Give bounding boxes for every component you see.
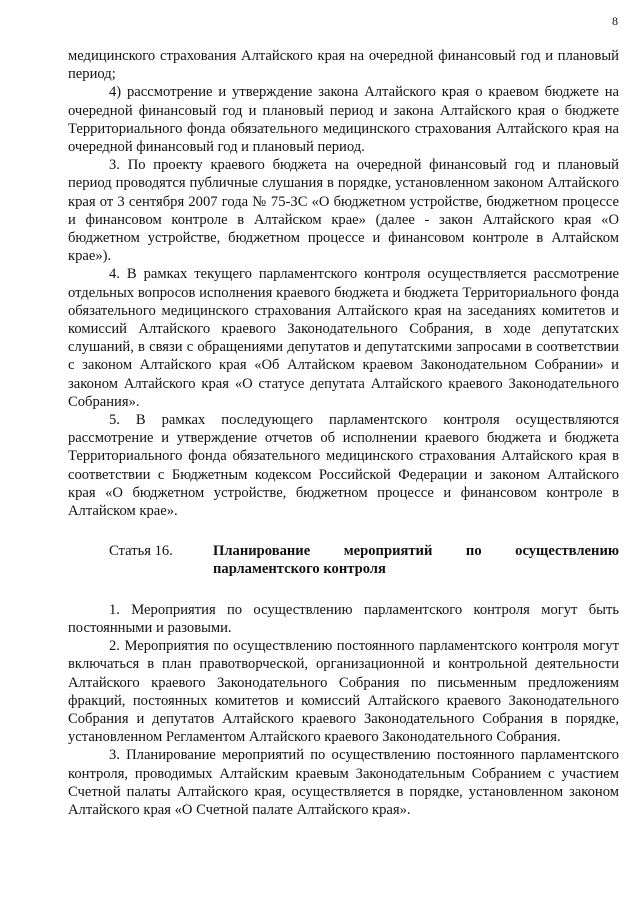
article-title-line: Планирование мероприятий по осуществлению (213, 543, 619, 560)
paragraph: 4. В рамках текущего парламентского контроля осуществляется рассмотрение отдельных вопросов исполнения краевого бюджета и бюджета Территориального фонда обязательного медицинского страхования Алтайского края на заседаниях комитетов и комиссий Алтайского краевого Законодательного Собрания, в ходе депутатских слушаний, в связи с обращениями депутатов и депутатскими запросами в соответствии с законом Алтайского края «Об Алтайском краевом Законодательном Собрании» и законом Алтайского края «О статусе депутата Алтайского краевого Законодательного Собрания». (68, 266, 619, 410)
paragraph: 3. Планирование мероприятий по осуществлению постоянного парламентского контроля, проводимых Алтайским краевым Законодательным Собранием с участием Счетной палаты Алтайского края, осуществляется в порядке, установленном законом Алтайского края «О Счетной палате Алтайского края». (68, 747, 619, 818)
article-heading (68, 542, 619, 578)
article-title (213, 542, 619, 578)
article-title-line: парламентского контроля (213, 561, 386, 578)
paragraph: 2. Мероприятия по осуществлению постоянного парламентского контроля могут включаться в план правотворческой, организационной и контрольной деятельности Алтайского краевого Законодательного Собрания по письменным предложениям фракций, постоянных комитетов и комиссий Алтайского краевого Законодательного Собрания и депутатов Алтайского краевого Законодательного Собрания в порядке, установленном Регламентом Алтайского краевого Законодательного Собрания. (68, 638, 619, 746)
paragraph: 4) рассмотрение и утверждение закона Алтайского края о краевом бюджете на очередной финансовый год и плановый период и закона Алтайского края о бюджете Территориального фонда обязательного медицинского страхования Алтайского края на очередной финансовый год и плановый период. (68, 84, 619, 156)
paragraph: 5. В рамках последующего парламентского контроля осуществляются рассмотрение и утверждение отчетов об исполнении краевого бюджета и бюджета Территориального фонда обязательного медицинского страхования Алтайского края в соответствии с Бюджетным кодексом Российской Федерации и законом Алтайского края «О бюджетном устройстве, бюджетном процессе и финансовом контроле в Алтайском крае». (68, 412, 619, 520)
page-number: 8 (612, 14, 618, 28)
document-body (68, 47, 619, 819)
article-label: Статья 16. (109, 543, 173, 560)
paragraph: 1. Мероприятия по осуществлению парламентского контроля могут быть постоянными и разовыми. (68, 601, 619, 636)
paragraph: 3. По проекту краевого бюджета на очередной финансовый год и плановый период проводятся публичные слушания в порядке, установленном законом Алтайского края от 3 сентября 2007 года № 75-ЗС «О бюджетном устройстве, бюджетном процессе и финансовом контроле в Алтайском крае» (далее - закон Алтайского края «О бюджетном устройстве, бюджетном процессе и финансовом контроле в Алтайском крае»). (68, 157, 619, 265)
paragraph: медицинского страхования Алтайского края на очередной финансовый год и плановый период; (68, 48, 619, 83)
